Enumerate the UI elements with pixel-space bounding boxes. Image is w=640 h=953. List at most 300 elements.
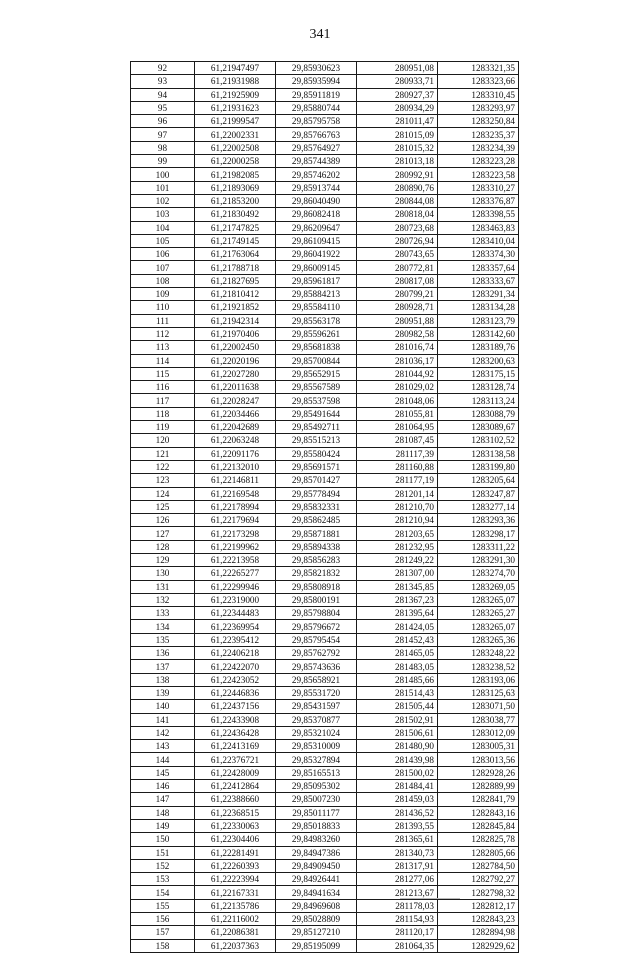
longitude-cell: 29,85832331 — [276, 500, 357, 513]
table-row — [131, 647, 519, 660]
point-number-cell: 147 — [131, 793, 195, 806]
point-number-cell: 158 — [131, 939, 195, 952]
x-coordinate-cell: 281232,95 — [357, 540, 438, 553]
y-coordinate-cell: 1283238,52 — [438, 660, 519, 673]
latitude-cell: 61,22028247 — [195, 394, 276, 407]
y-coordinate-cell: 1283293,36 — [438, 514, 519, 527]
y-coordinate-cell: 1283175,15 — [438, 367, 519, 380]
latitude-cell: 61,22116002 — [195, 913, 276, 926]
latitude-cell: 61,21788718 — [195, 261, 276, 274]
longitude-cell: 29,85821832 — [276, 567, 357, 580]
y-coordinate-cell: 1283323,66 — [438, 75, 519, 88]
longitude-cell: 29,85701427 — [276, 474, 357, 487]
longitude-cell: 29,85795454 — [276, 633, 357, 646]
point-number-cell: 112 — [131, 327, 195, 340]
point-number-cell: 142 — [131, 726, 195, 739]
latitude-cell: 61,22304406 — [195, 833, 276, 846]
x-coordinate-cell: 281317,91 — [357, 859, 438, 872]
longitude-cell: 29,85011177 — [276, 806, 357, 819]
table-row — [131, 88, 519, 101]
y-coordinate-cell: 1283250,84 — [438, 115, 519, 128]
x-coordinate-cell: 281120,17 — [357, 926, 438, 939]
x-coordinate-cell: 281439,98 — [357, 753, 438, 766]
table-row — [131, 567, 519, 580]
table-row — [131, 274, 519, 287]
y-coordinate-cell: 1283291,34 — [438, 288, 519, 301]
y-coordinate-cell: 1283223,58 — [438, 168, 519, 181]
y-coordinate-cell: 1283193,06 — [438, 673, 519, 686]
y-coordinate-cell: 1282798,32 — [438, 886, 519, 899]
longitude-cell: 29,85580424 — [276, 447, 357, 460]
latitude-cell: 61,21931988 — [195, 75, 276, 88]
x-coordinate-cell: 281203,65 — [357, 527, 438, 540]
y-coordinate-cell: 1282805,66 — [438, 846, 519, 859]
x-coordinate-cell: 280928,71 — [357, 301, 438, 314]
latitude-cell: 61,22002450 — [195, 341, 276, 354]
table-row — [131, 753, 519, 766]
table-row — [131, 846, 519, 859]
latitude-cell: 61,22199962 — [195, 540, 276, 553]
point-number-cell: 111 — [131, 314, 195, 327]
longitude-cell: 29,85871881 — [276, 527, 357, 540]
longitude-cell: 29,84969608 — [276, 899, 357, 912]
latitude-cell: 61,22446836 — [195, 686, 276, 699]
x-coordinate-cell: 281064,35 — [357, 939, 438, 952]
longitude-cell: 29,86209647 — [276, 221, 357, 234]
y-coordinate-cell: 1283200,63 — [438, 354, 519, 367]
latitude-cell: 61,22167331 — [195, 886, 276, 899]
point-number-cell: 132 — [131, 593, 195, 606]
table-row — [131, 780, 519, 793]
y-coordinate-cell: 1283265,27 — [438, 607, 519, 620]
x-coordinate-cell: 280726,94 — [357, 234, 438, 247]
latitude-cell: 61,22437156 — [195, 700, 276, 713]
y-coordinate-cell: 1283277,14 — [438, 500, 519, 513]
x-coordinate-cell: 281459,03 — [357, 793, 438, 806]
y-coordinate-cell: 1282843,16 — [438, 806, 519, 819]
y-coordinate-cell: 1283223,28 — [438, 155, 519, 168]
table-row — [131, 407, 519, 420]
latitude-cell: 61,22213958 — [195, 553, 276, 566]
x-coordinate-cell: 281483,05 — [357, 660, 438, 673]
longitude-cell: 29,85795758 — [276, 115, 357, 128]
point-number-cell: 139 — [131, 686, 195, 699]
x-coordinate-cell: 281029,02 — [357, 381, 438, 394]
latitude-cell: 61,22319000 — [195, 593, 276, 606]
longitude-cell: 29,85596261 — [276, 327, 357, 340]
point-number-cell: 129 — [131, 553, 195, 566]
y-coordinate-cell: 1283102,52 — [438, 434, 519, 447]
x-coordinate-cell: 281307,00 — [357, 567, 438, 580]
x-coordinate-cell: 281395,64 — [357, 607, 438, 620]
table-row — [131, 686, 519, 699]
y-coordinate-cell: 1282845,84 — [438, 819, 519, 832]
point-number-cell: 155 — [131, 899, 195, 912]
y-coordinate-cell: 1283128,74 — [438, 381, 519, 394]
point-number-cell: 102 — [131, 194, 195, 207]
table-row — [131, 354, 519, 367]
y-coordinate-cell: 1283357,64 — [438, 261, 519, 274]
table-row — [131, 434, 519, 447]
longitude-cell: 29,85796672 — [276, 620, 357, 633]
x-coordinate-cell: 281505,44 — [357, 700, 438, 713]
x-coordinate-cell: 281013,18 — [357, 155, 438, 168]
table-row — [131, 208, 519, 221]
table-row — [131, 367, 519, 380]
table-row — [131, 540, 519, 553]
point-number-cell: 117 — [131, 394, 195, 407]
latitude-cell: 61,22422070 — [195, 660, 276, 673]
table-row — [131, 101, 519, 114]
latitude-cell: 61,22034466 — [195, 407, 276, 420]
table-row — [131, 141, 519, 154]
point-number-cell: 143 — [131, 740, 195, 753]
table-row — [131, 394, 519, 407]
table-row — [131, 327, 519, 340]
latitude-cell: 61,22406218 — [195, 647, 276, 660]
point-number-cell: 107 — [131, 261, 195, 274]
y-coordinate-cell: 1283310,27 — [438, 181, 519, 194]
x-coordinate-cell: 281015,09 — [357, 128, 438, 141]
table-row — [131, 514, 519, 527]
y-coordinate-cell: 1283138,58 — [438, 447, 519, 460]
table-row — [131, 474, 519, 487]
x-coordinate-cell: 281452,43 — [357, 633, 438, 646]
table-row — [131, 580, 519, 593]
point-number-cell: 144 — [131, 753, 195, 766]
x-coordinate-cell: 280890,76 — [357, 181, 438, 194]
longitude-cell: 29,85800191 — [276, 593, 357, 606]
point-number-cell: 103 — [131, 208, 195, 221]
table-row — [131, 766, 519, 779]
x-coordinate-cell: 281367,23 — [357, 593, 438, 606]
point-number-cell: 151 — [131, 846, 195, 859]
latitude-cell: 61,21853200 — [195, 194, 276, 207]
latitude-cell: 61,21921852 — [195, 301, 276, 314]
longitude-cell: 29,85492711 — [276, 421, 357, 434]
x-coordinate-cell: 281277,06 — [357, 873, 438, 886]
longitude-cell: 29,85700844 — [276, 354, 357, 367]
latitude-cell: 61,22132010 — [195, 460, 276, 473]
longitude-cell: 29,86082418 — [276, 208, 357, 221]
point-number-cell: 114 — [131, 354, 195, 367]
longitude-cell: 29,84947386 — [276, 846, 357, 859]
x-coordinate-cell: 280951,08 — [357, 62, 438, 75]
x-coordinate-cell: 280951,88 — [357, 314, 438, 327]
x-coordinate-cell: 281055,81 — [357, 407, 438, 420]
table-row — [131, 740, 519, 753]
x-coordinate-cell: 281213,67 — [357, 886, 438, 899]
y-coordinate-cell: 1283189,76 — [438, 341, 519, 354]
point-number-cell: 138 — [131, 673, 195, 686]
x-coordinate-cell: 281424,05 — [357, 620, 438, 633]
y-coordinate-cell: 1283234,39 — [438, 141, 519, 154]
longitude-cell: 29,85681838 — [276, 341, 357, 354]
point-number-cell: 123 — [131, 474, 195, 487]
x-coordinate-cell: 280982,58 — [357, 327, 438, 340]
longitude-cell: 29,86041922 — [276, 248, 357, 261]
x-coordinate-cell: 280772,81 — [357, 261, 438, 274]
x-coordinate-cell: 281201,14 — [357, 487, 438, 500]
footer-divider — [400, 898, 460, 899]
x-coordinate-cell: 281048,06 — [357, 394, 438, 407]
table-row — [131, 633, 519, 646]
table-row — [131, 726, 519, 739]
x-coordinate-cell: 281154,93 — [357, 913, 438, 926]
latitude-cell: 61,21830492 — [195, 208, 276, 221]
latitude-cell: 61,22368515 — [195, 806, 276, 819]
x-coordinate-cell: 280933,71 — [357, 75, 438, 88]
x-coordinate-cell: 281087,45 — [357, 434, 438, 447]
longitude-cell: 29,85018833 — [276, 819, 357, 832]
y-coordinate-cell: 1282894,98 — [438, 926, 519, 939]
y-coordinate-cell: 1282841,79 — [438, 793, 519, 806]
longitude-cell: 29,85491644 — [276, 407, 357, 420]
longitude-cell: 29,85884213 — [276, 288, 357, 301]
latitude-cell: 61,22330063 — [195, 819, 276, 832]
latitude-cell: 61,22169548 — [195, 487, 276, 500]
longitude-cell: 29,85911819 — [276, 88, 357, 101]
point-number-cell: 98 — [131, 141, 195, 154]
longitude-cell: 29,85531720 — [276, 686, 357, 699]
x-coordinate-cell: 281502,91 — [357, 713, 438, 726]
point-number-cell: 120 — [131, 434, 195, 447]
x-coordinate-cell: 280818,04 — [357, 208, 438, 221]
latitude-cell: 61,21942314 — [195, 314, 276, 327]
table-row — [131, 713, 519, 726]
x-coordinate-cell: 281345,85 — [357, 580, 438, 593]
y-coordinate-cell: 1283293,97 — [438, 101, 519, 114]
point-number-cell: 105 — [131, 234, 195, 247]
latitude-cell: 61,22063248 — [195, 434, 276, 447]
point-number-cell: 152 — [131, 859, 195, 872]
table-row — [131, 234, 519, 247]
point-number-cell: 148 — [131, 806, 195, 819]
point-number-cell: 118 — [131, 407, 195, 420]
longitude-cell: 29,85880744 — [276, 101, 357, 114]
point-number-cell: 130 — [131, 567, 195, 580]
x-coordinate-cell: 281484,41 — [357, 780, 438, 793]
longitude-cell: 29,85856283 — [276, 553, 357, 566]
y-coordinate-cell: 1283410,04 — [438, 234, 519, 247]
y-coordinate-cell: 1283265,07 — [438, 620, 519, 633]
table-row — [131, 607, 519, 620]
y-coordinate-cell: 1282792,27 — [438, 873, 519, 886]
longitude-cell: 29,85764927 — [276, 141, 357, 154]
point-number-cell: 157 — [131, 926, 195, 939]
y-coordinate-cell: 1283205,64 — [438, 474, 519, 487]
x-coordinate-cell: 281177,19 — [357, 474, 438, 487]
y-coordinate-cell: 1283291,30 — [438, 553, 519, 566]
point-number-cell: 110 — [131, 301, 195, 314]
y-coordinate-cell: 1282812,17 — [438, 899, 519, 912]
point-number-cell: 127 — [131, 527, 195, 540]
coordinates-table-body — [131, 62, 519, 953]
table-row — [131, 221, 519, 234]
point-number-cell: 136 — [131, 647, 195, 660]
y-coordinate-cell: 1282929,62 — [438, 939, 519, 952]
table-row — [131, 301, 519, 314]
latitude-cell: 61,22413169 — [195, 740, 276, 753]
latitude-cell: 61,22179694 — [195, 514, 276, 527]
x-coordinate-cell: 280743,65 — [357, 248, 438, 261]
y-coordinate-cell: 1283274,70 — [438, 567, 519, 580]
table-row — [131, 421, 519, 434]
latitude-cell: 61,22423052 — [195, 673, 276, 686]
x-coordinate-cell: 281393,55 — [357, 819, 438, 832]
x-coordinate-cell: 281506,61 — [357, 726, 438, 739]
point-number-cell: 125 — [131, 500, 195, 513]
longitude-cell: 29,85127210 — [276, 926, 357, 939]
point-number-cell: 122 — [131, 460, 195, 473]
table-row — [131, 873, 519, 886]
latitude-cell: 61,21982085 — [195, 168, 276, 181]
table-row — [131, 168, 519, 181]
table-row — [131, 673, 519, 686]
y-coordinate-cell: 1283013,56 — [438, 753, 519, 766]
longitude-cell: 29,85028809 — [276, 913, 357, 926]
latitude-cell: 61,22376721 — [195, 753, 276, 766]
longitude-cell: 29,85321024 — [276, 726, 357, 739]
longitude-cell: 29,85095302 — [276, 780, 357, 793]
y-coordinate-cell: 1283374,30 — [438, 248, 519, 261]
page-number: 341 — [309, 27, 331, 42]
point-number-cell: 119 — [131, 421, 195, 434]
y-coordinate-cell: 1283265,36 — [438, 633, 519, 646]
table-row — [131, 341, 519, 354]
latitude-cell: 61,22395412 — [195, 633, 276, 646]
point-number-cell: 96 — [131, 115, 195, 128]
table-row — [131, 819, 519, 832]
table-row — [131, 620, 519, 633]
table-row — [131, 75, 519, 88]
latitude-cell: 61,22344483 — [195, 607, 276, 620]
latitude-cell: 61,22260393 — [195, 859, 276, 872]
longitude-cell: 29,84926441 — [276, 873, 357, 886]
x-coordinate-cell: 281500,02 — [357, 766, 438, 779]
table-row — [131, 460, 519, 473]
longitude-cell: 29,85744389 — [276, 155, 357, 168]
table-row — [131, 939, 519, 952]
table-row — [131, 500, 519, 513]
x-coordinate-cell: 281160,88 — [357, 460, 438, 473]
y-coordinate-cell: 1283248,22 — [438, 647, 519, 660]
x-coordinate-cell: 281365,61 — [357, 833, 438, 846]
latitude-cell: 61,22002508 — [195, 141, 276, 154]
y-coordinate-cell: 1283142,60 — [438, 327, 519, 340]
longitude-cell: 29,84909450 — [276, 859, 357, 872]
longitude-cell: 29,85762792 — [276, 647, 357, 660]
latitude-cell: 61,22436428 — [195, 726, 276, 739]
table-row — [131, 447, 519, 460]
latitude-cell: 61,21747825 — [195, 221, 276, 234]
longitude-cell: 29,85165513 — [276, 766, 357, 779]
y-coordinate-cell: 1282889,99 — [438, 780, 519, 793]
longitude-cell: 29,85537598 — [276, 394, 357, 407]
table-row — [131, 793, 519, 806]
longitude-cell: 29,85935994 — [276, 75, 357, 88]
table-row — [131, 859, 519, 872]
x-coordinate-cell: 281249,22 — [357, 553, 438, 566]
longitude-cell: 29,85746202 — [276, 168, 357, 181]
longitude-cell: 29,85515213 — [276, 434, 357, 447]
latitude-cell: 61,22388660 — [195, 793, 276, 806]
table-row — [131, 487, 519, 500]
longitude-cell: 29,85310009 — [276, 740, 357, 753]
longitude-cell: 29,85567589 — [276, 381, 357, 394]
longitude-cell: 29,85691571 — [276, 460, 357, 473]
latitude-cell: 61,22173298 — [195, 527, 276, 540]
y-coordinate-cell: 1283199,80 — [438, 460, 519, 473]
table-row — [131, 181, 519, 194]
x-coordinate-cell: 280992,91 — [357, 168, 438, 181]
y-coordinate-cell: 1282825,78 — [438, 833, 519, 846]
longitude-cell: 29,85195099 — [276, 939, 357, 952]
point-number-cell: 95 — [131, 101, 195, 114]
table-row — [131, 527, 519, 540]
point-number-cell: 109 — [131, 288, 195, 301]
longitude-cell: 29,85961817 — [276, 274, 357, 287]
latitude-cell: 61,22265277 — [195, 567, 276, 580]
latitude-cell: 61,22135786 — [195, 899, 276, 912]
latitude-cell: 61,21931623 — [195, 101, 276, 114]
point-number-cell: 126 — [131, 514, 195, 527]
latitude-cell: 61,22146811 — [195, 474, 276, 487]
latitude-cell: 61,21893069 — [195, 181, 276, 194]
latitude-cell: 61,21763064 — [195, 248, 276, 261]
x-coordinate-cell: 280723,68 — [357, 221, 438, 234]
y-coordinate-cell: 1283298,17 — [438, 527, 519, 540]
latitude-cell: 61,22020196 — [195, 354, 276, 367]
longitude-cell: 29,85894338 — [276, 540, 357, 553]
y-coordinate-cell: 1283265,07 — [438, 593, 519, 606]
point-number-cell: 141 — [131, 713, 195, 726]
point-number-cell: 92 — [131, 62, 195, 75]
x-coordinate-cell: 281011,47 — [357, 115, 438, 128]
longitude-cell: 29,85007230 — [276, 793, 357, 806]
latitude-cell: 61,22011638 — [195, 381, 276, 394]
table-row — [131, 62, 519, 75]
y-coordinate-cell: 1283311,22 — [438, 540, 519, 553]
table-row — [131, 926, 519, 939]
longitude-cell: 29,86040490 — [276, 194, 357, 207]
x-coordinate-cell: 281064,95 — [357, 421, 438, 434]
point-number-cell: 94 — [131, 88, 195, 101]
table-row — [131, 314, 519, 327]
table-row — [131, 899, 519, 912]
y-coordinate-cell: 1283333,67 — [438, 274, 519, 287]
table-row — [131, 194, 519, 207]
x-coordinate-cell: 281036,17 — [357, 354, 438, 367]
y-coordinate-cell: 1282843,23 — [438, 913, 519, 926]
table-row — [131, 381, 519, 394]
latitude-cell: 61,22037363 — [195, 939, 276, 952]
longitude-cell: 29,85370877 — [276, 713, 357, 726]
longitude-cell: 29,85658921 — [276, 673, 357, 686]
x-coordinate-cell: 281044,92 — [357, 367, 438, 380]
longitude-cell: 29,85778494 — [276, 487, 357, 500]
x-coordinate-cell: 280934,29 — [357, 101, 438, 114]
y-coordinate-cell: 1283321,35 — [438, 62, 519, 75]
latitude-cell: 61,22428009 — [195, 766, 276, 779]
latitude-cell: 61,21749145 — [195, 234, 276, 247]
latitude-cell: 61,21810412 — [195, 288, 276, 301]
longitude-cell: 29,85808918 — [276, 580, 357, 593]
latitude-cell: 61,22178994 — [195, 500, 276, 513]
point-number-cell: 145 — [131, 766, 195, 779]
y-coordinate-cell: 1283089,67 — [438, 421, 519, 434]
longitude-cell: 29,86109415 — [276, 234, 357, 247]
